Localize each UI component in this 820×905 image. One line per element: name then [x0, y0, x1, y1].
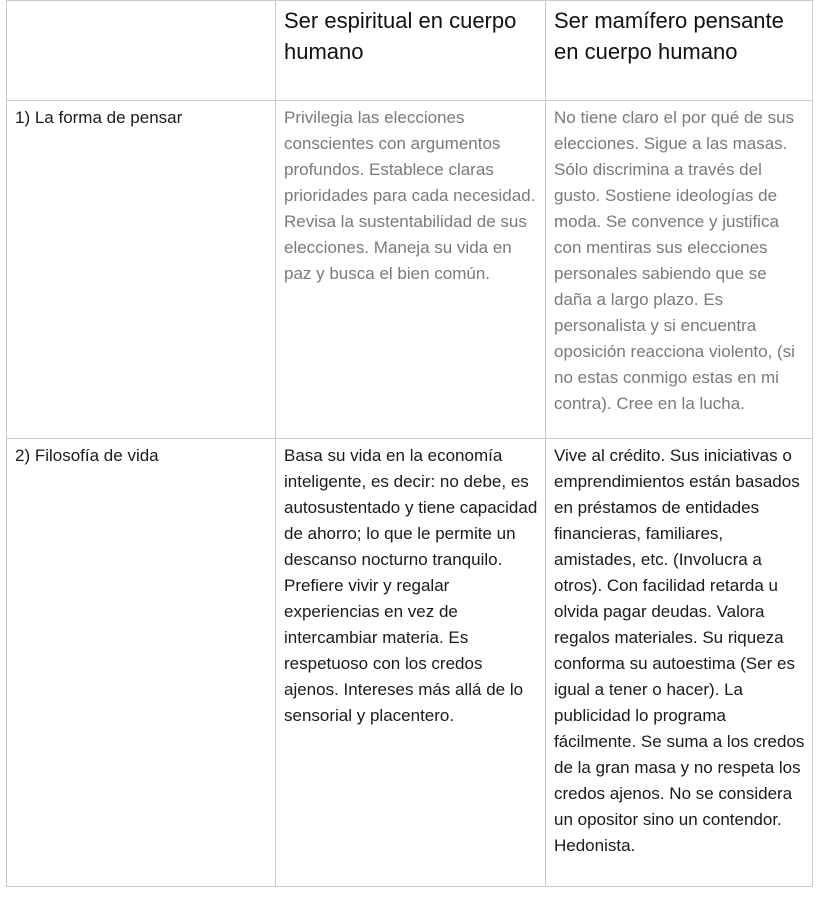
cell-espiritual-forma-de-pensar: Privilegia las elecciones conscientes con argumentos profundos. Establece claras prioridades para cada necesidad. Revisa la sustentabilidad de sus elecciones. Maneja su vida en paz y busca el bien común.	[276, 101, 546, 439]
cell-mamifero-filosofia-de-vida: Vive al crédito. Sus iniciativas o emprendimientos están basados en préstamos de entidades financieras, familiares, amistades, etc. (Involucra a otros). Con facilidad retarda u olvida pagar deudas. Valora regalos materiales. Su riqueza conforma su autoestima (Ser es igual a tener o hacer). La publicidad lo programa fácilmente. Se suma a los credos de la gran masa y no respeta los credos ajenos. No se considera un opositor sino un contendor. Hedonista.	[546, 439, 813, 887]
table-row	[7, 439, 813, 887]
header-espiritual: Ser espiritual en cuerpo humano	[276, 1, 546, 101]
cell-mamifero-forma-de-pensar: No tiene claro el por qué de sus elecciones. Sigue a las masas. Sólo discrimina a través del gusto. Sostiene ideologías de moda. Se convence y justifica con mentiras sus elecciones personales sabiendo que se daña a largo plazo. Es personalista y si encuentra oposición reacciona violento, (si no estas conmigo estas en mi contra). Cree en la lucha.	[546, 101, 813, 439]
row-label-forma-de-pensar: 1) La forma de pensar	[7, 101, 276, 439]
row-label-filosofia-de-vida: 2) Filosofía de vida	[7, 439, 276, 887]
header-row	[7, 1, 813, 101]
header-mamifero: Ser mamífero pensante en cuerpo humano	[546, 1, 813, 101]
cell-espiritual-filosofia-de-vida: Basa su vida en la economía inteligente, es decir: no debe, es autosustentado y tiene capacidad de ahorro; lo que le permite un descanso nocturno tranquilo. Prefiere vivir y regalar experiencias en vez de intercambiar materia. Es respetuoso con los credos ajenos. Intereses más allá de lo sensorial y placentero.	[276, 439, 546, 887]
header-empty-cell	[7, 1, 276, 101]
comparison-table	[6, 0, 813, 887]
table-row	[7, 101, 813, 439]
